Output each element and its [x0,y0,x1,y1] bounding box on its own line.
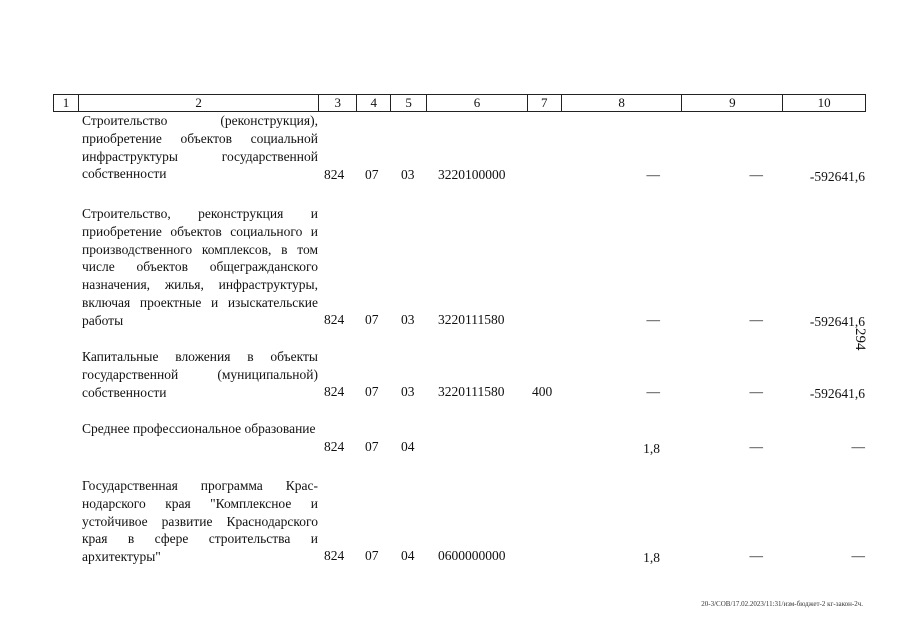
row-description: Капитальные вложения в объекты государственной (муниципальной) собственности [82,349,318,400]
row-value-col9: — [749,312,763,327]
header-col-9: 9 [682,95,783,111]
row-description: Строительство, реконструкция и приобретение объектов социального и производственного комплексов, в том числе объектов общегражданского назначения, жилья, инфраструктуры, включая проектные и изыскательские работы [82,206,318,328]
row-admin-code: 824 [324,312,345,327]
header-col-10: 10 [817,95,831,110]
row-section: 07 [365,167,379,182]
row-value-col10: — [851,439,865,454]
page-number: 294 [852,328,868,351]
row-admin-code: 824 [324,548,345,563]
header-col-8: 8 [562,95,683,111]
header-col-6: 6 [427,95,528,111]
row-value-col9: — [749,439,763,454]
row-admin-code: 824 [324,384,345,399]
row-admin-code: 824 [324,167,345,182]
row-subsection: 04 [401,548,415,563]
header-col-4: 4 [357,95,391,111]
row-value-col10: — [851,548,865,563]
row-value-col8: — [646,312,660,327]
row-admin-code: 824 [324,439,345,454]
row-description: Среднее профессиональное образование [82,421,316,436]
row-value-col10: -592641,6 [809,169,865,184]
header-col-5: 5 [391,95,427,111]
row-section: 07 [365,439,379,454]
footer-file-note: 20-3/СОВ/17.02.2023/11:31/изм-бюджет-2 кг-закон-2ч. [701,600,863,608]
row-value-col8: 1,8 [643,550,660,565]
table-header-row [53,94,866,112]
row-subsection: 04 [401,439,415,454]
header-col-2: 2 [79,95,319,111]
row-description: Строительство (реконструкция), приобретение объектов социальной инфраструктуры государственной собственности [82,113,318,182]
row-target-code: 3220111580 [438,384,505,399]
row-subsection: 03 [401,384,415,399]
row-subsection: 03 [401,312,415,327]
row-value-col10: -592641,6 [809,386,865,401]
header-col-3: 3 [319,95,357,111]
header-col-7: 7 [528,95,562,111]
header-col-1: 1 [54,95,79,111]
row-section: 07 [365,312,379,327]
row-target-code: 3220100000 [438,167,506,182]
row-value-col9: — [749,384,763,399]
row-section: 07 [365,384,379,399]
row-value-col9: — [749,167,763,182]
row-value-col9: — [749,548,763,563]
row-section: 07 [365,548,379,563]
row-subsection: 03 [401,167,415,182]
row-value-col8: — [646,167,660,182]
row-target-code: 0600000000 [438,548,506,563]
row-value-col8: — [646,384,660,399]
row-value-col8: 1,8 [643,441,660,456]
row-value-col10: -592641,6 [809,314,865,329]
row-description: Государственная программа Краснодарского края "Комплексное и устойчивое развитие Краснодарского края в сфере строительства и архитектуры" [82,478,318,565]
row-expense-type: 400 [532,384,553,399]
row-target-code: 3220111580 [438,312,505,327]
